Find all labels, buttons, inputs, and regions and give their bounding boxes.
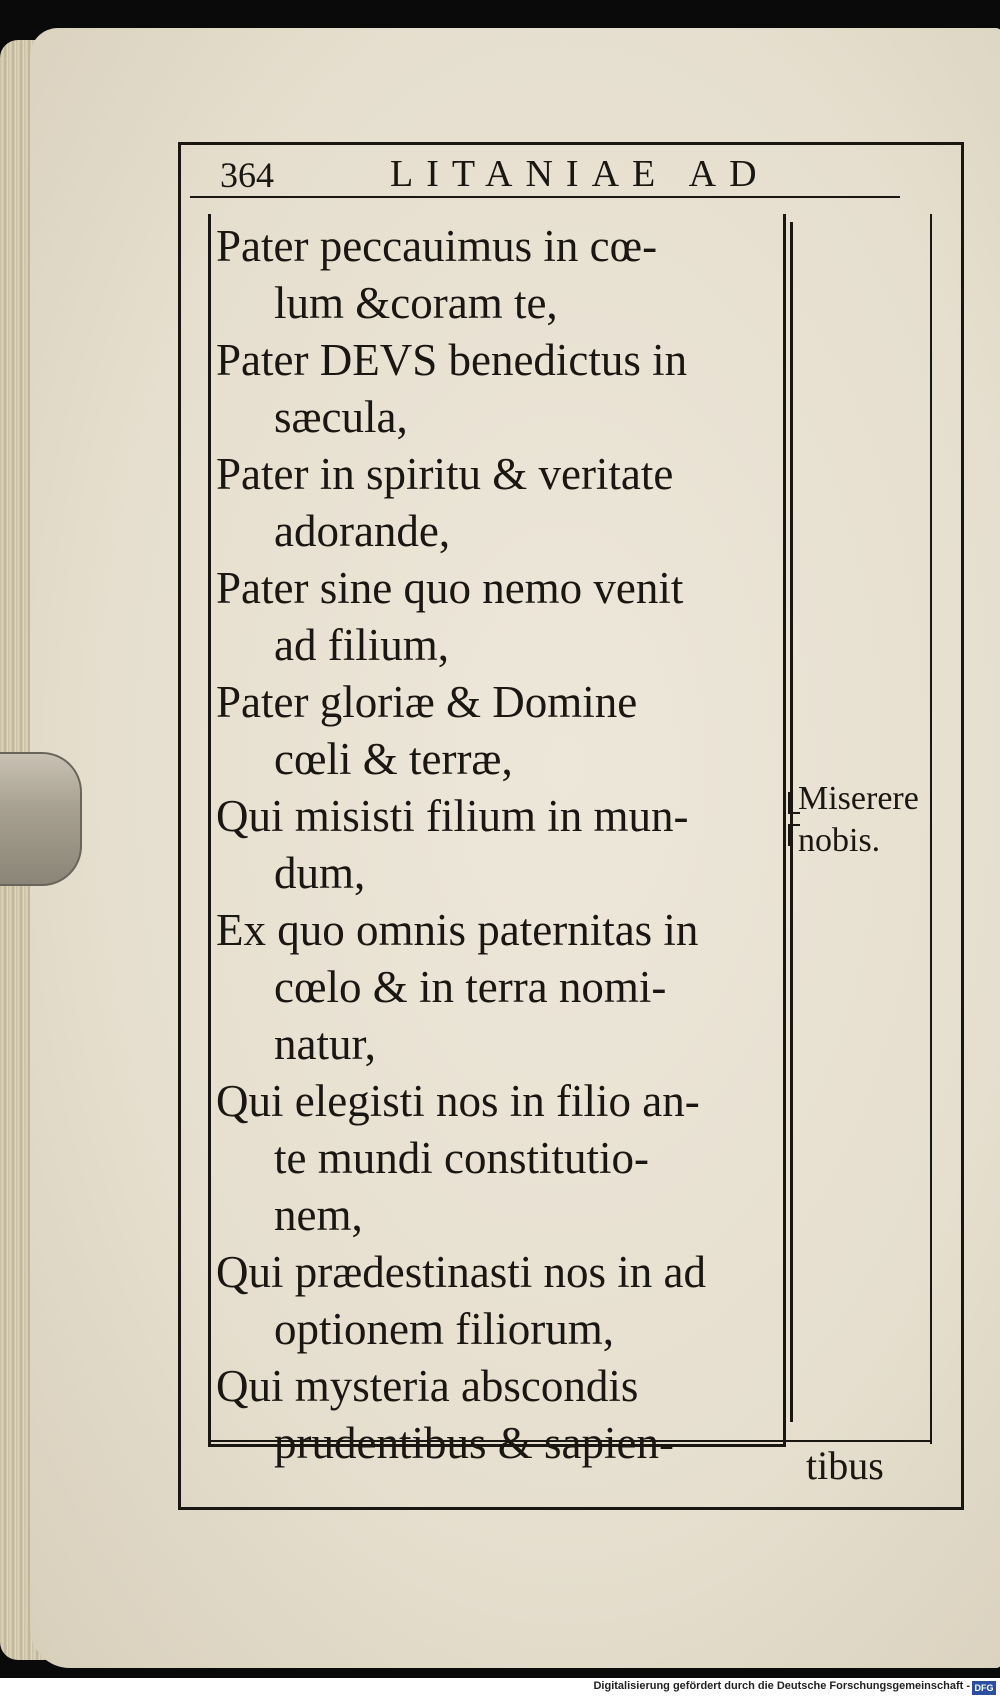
verse-continuation-line: cœli & terræ, — [274, 734, 513, 784]
litany-verse — [216, 560, 776, 674]
verse-continuation-line: dum, — [274, 848, 366, 898]
verse-line: Pater sine quo nemo venit — [216, 563, 684, 613]
page-header — [220, 152, 900, 198]
verse-continuation-line: cœlo & in terra nomi- — [274, 962, 667, 1012]
dfg-logo: DFG — [972, 1681, 996, 1695]
running-title: LITANIAE AD — [390, 153, 770, 195]
verse-continuation-line: sæcula, — [274, 392, 408, 442]
header-rule — [190, 196, 900, 198]
litany-verse — [216, 332, 776, 446]
verse-line: Pater in spiritu & veritate — [216, 449, 674, 499]
page-number: 364 — [220, 155, 274, 195]
footer-credit: Digitalisierung gefördert durch die Deutsche Forschungsgemeinschaft - — [593, 1680, 970, 1692]
verse-line: Pater DEVS benedictus in — [216, 335, 688, 385]
litany-verse — [216, 788, 776, 902]
verse-continuation-line: nem, — [274, 1190, 363, 1240]
response-brace — [776, 222, 793, 1422]
verse-continuation-line: adorande, — [274, 506, 451, 556]
verse-continuation-line: prudentibus & sapien- — [274, 1418, 674, 1468]
verse-line: Qui misisti filium in mun- — [216, 791, 689, 841]
litany-verse — [216, 446, 776, 560]
litany-text — [216, 218, 776, 1472]
litany-verse — [216, 674, 776, 788]
litany-verse — [216, 1244, 776, 1358]
response-line: nobis. — [798, 822, 881, 859]
verse-continuation-line: natur, — [274, 1019, 376, 1069]
book-clasp — [0, 752, 82, 886]
verse-continuation-line: optionem filiorum, — [274, 1304, 614, 1354]
response-line: Miserere — [798, 780, 919, 817]
verse-line: Qui prædestinasti nos in ad — [216, 1247, 706, 1297]
footer-bar — [0, 1678, 1000, 1700]
verse-line: Pater peccauimus in cœ- — [216, 221, 658, 271]
verse-continuation-line: ad filium, — [274, 620, 449, 670]
verse-line: Ex quo omnis paternitas in — [216, 905, 699, 955]
litany-verse — [216, 1073, 776, 1244]
litany-verse — [216, 1358, 776, 1472]
litany-verse — [216, 218, 776, 332]
catchword: tibus — [806, 1443, 884, 1488]
verse-line: Pater gloriæ & Domine — [216, 677, 638, 727]
verse-continuation-line: te mundi constitutio- — [274, 1133, 649, 1183]
verse-line: Qui elegisti nos in filio an- — [216, 1076, 700, 1126]
verse-line: Qui mysteria abscondis — [216, 1361, 639, 1411]
litany-verse — [216, 902, 776, 1073]
litany-response — [798, 778, 938, 862]
verse-continuation-line: lum &coram te, — [274, 278, 558, 328]
